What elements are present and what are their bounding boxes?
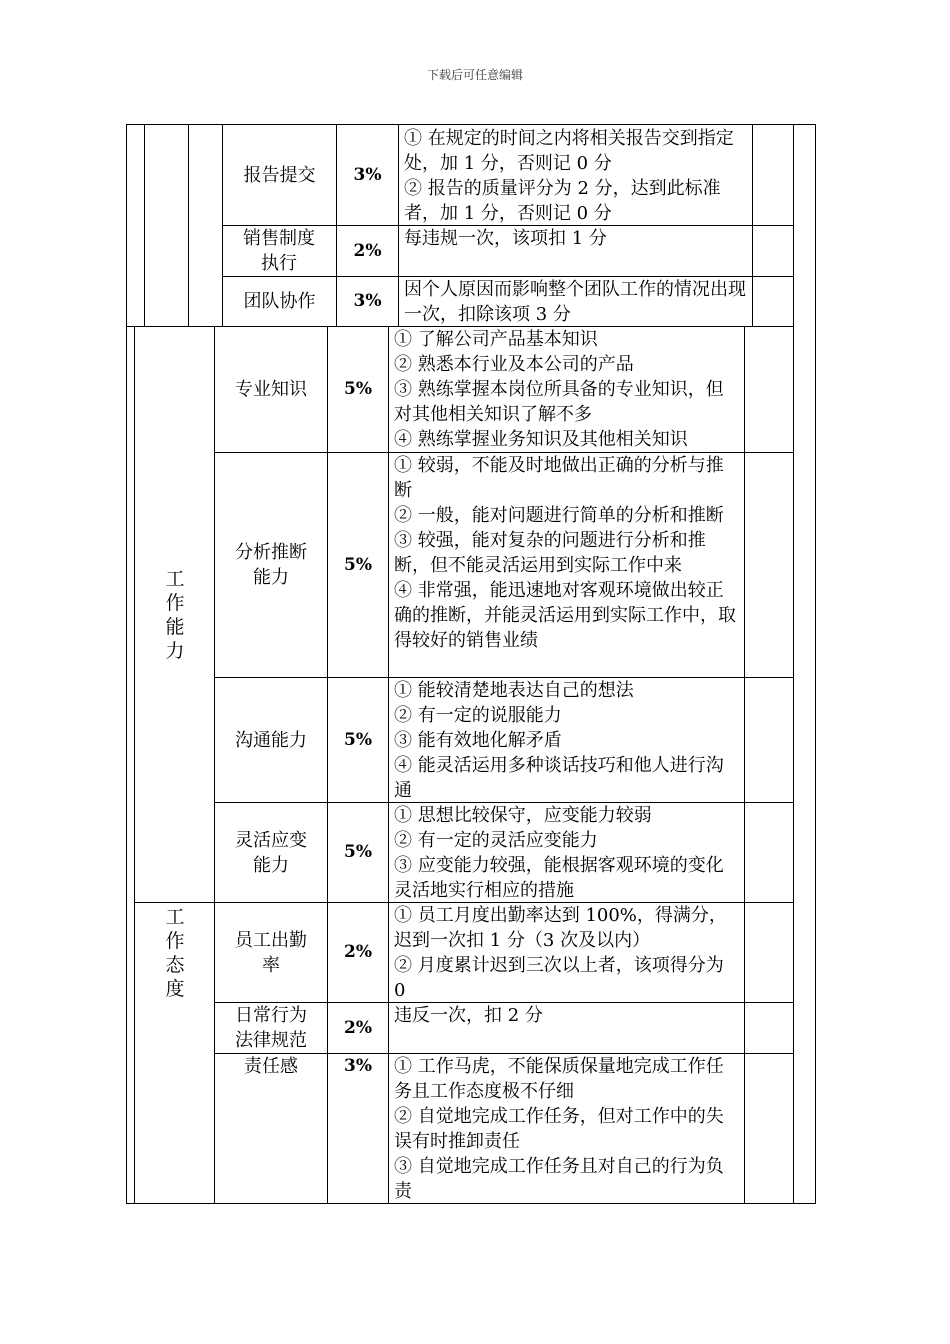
criteria-line: ② 熟悉本行业及本公司的产品 — [394, 354, 634, 375]
criteria-line: ② 报告的质量评分为 2 分，达到此标准者，加 1 分，否则记 0 分 — [404, 178, 721, 224]
criteria-expertise — [392, 327, 742, 452]
criteria-analysis — [392, 453, 742, 653]
criteria-line: ④ 非常强，能迅速地对客观环境做出较正确的推断，并能灵活运用到实际工作中，取得较好的销售业绩 — [394, 580, 736, 651]
criteria-line: ③ 自觉地完成工作任务且对自己的行为负责 — [394, 1156, 724, 1202]
item-teamwork: 团队协作 — [243, 291, 316, 312]
criteria-line: ② 一般，能对问题进行简单的分析和推断 — [394, 505, 724, 526]
weight-analysis: 5% — [344, 554, 372, 575]
criteria-line: ③ 能有效地化解矛盾 — [394, 730, 562, 751]
criteria-line: ① 在规定的时间之内将相关报告交到指定处，加 1 分，否则记 0 分 — [404, 128, 734, 174]
weight-attendance: 2% — [344, 942, 372, 962]
criteria-line: ③ 较强，能对复杂的问题进行分析和推断，但不能灵活运用到实际工作中来 — [394, 530, 706, 576]
weight-expertise: 5% — [344, 379, 372, 399]
item-attendance: 员工出勤率 — [235, 929, 307, 976]
category-work-ability: 工作能力 — [165, 568, 185, 662]
criteria-attendance — [392, 903, 742, 1003]
weight-communication: 5% — [344, 729, 372, 750]
criteria-line: ④ 熟练掌握业务知识及其他相关知识 — [394, 429, 688, 450]
criteria-line: ① 了解公司产品基本知识 — [394, 329, 598, 350]
criteria-line: ② 有一定的说服能力 — [394, 705, 562, 726]
weight-responsibility: 3% — [344, 1056, 372, 1076]
criteria-line: ① 思想比较保守，应变能力较弱 — [394, 805, 652, 826]
criteria-line: ③ 应变能力较强，能根据客观环境的变化灵活地实行相应的措施 — [394, 855, 724, 901]
item-conduct: 日常行为法律规范 — [235, 1005, 307, 1051]
criteria-sales-policy — [402, 226, 750, 251]
weight-adaptability: 5% — [344, 842, 372, 862]
item-report: 报告提交 — [243, 164, 316, 186]
criteria-teamwork — [402, 277, 750, 327]
item-responsibility: 责任感 — [244, 1056, 298, 1077]
criteria-line: ① 较弱，不能及时地做出正确的分析与推断 — [394, 455, 724, 501]
weight-report: 3% — [353, 164, 382, 185]
criteria-line: ① 工作马虎，不能保质保量地完成工作任务且工作态度极不仔细 — [394, 1056, 724, 1102]
criteria-line: ③ 熟练掌握本岗位所具备的专业知识，但对其他相关知识了解不多 — [394, 379, 724, 425]
criteria-line: ① 员工月度出勤率达到 100%，得满分，迟到一次扣 1 分（3 次及以内） — [394, 905, 727, 951]
criteria-communication — [392, 678, 742, 803]
category-work-attitude: 工作态度 — [165, 906, 185, 1000]
item-sales-policy: 销售制度执行 — [243, 228, 315, 274]
weight-conduct: 2% — [344, 1017, 372, 1038]
weight-teamwork: 3% — [353, 291, 382, 311]
criteria-line: ② 有一定的灵活应变能力 — [394, 830, 598, 851]
criteria-line: 因个人原因而影响整个团队工作的情况出现一次，扣除该项 3 分 — [404, 279, 746, 325]
criteria-line: ④ 能灵活运用多种谈话技巧和他人进行沟通 — [394, 755, 724, 801]
item-expertise: 专业知识 — [235, 379, 307, 400]
item-communication: 沟通能力 — [235, 729, 307, 751]
criteria-line: ① 能较清楚地表达自己的想法 — [394, 680, 634, 701]
criteria-report — [402, 126, 750, 226]
criteria-line: 每违规一次，该项扣 1 分 — [404, 228, 607, 249]
criteria-line: ② 自觉地完成工作任务，但对工作中的失误有时推卸责任 — [394, 1106, 724, 1152]
item-analysis: 分析推断能力 — [235, 542, 307, 588]
criteria-line: 违反一次，扣 2 分 — [394, 1005, 543, 1026]
criteria-responsibility — [392, 1054, 742, 1204]
criteria-adaptability — [392, 803, 742, 903]
criteria-line: ② 月度累计迟到三次以上者，该项得分为 0 — [394, 955, 724, 1001]
item-adaptability: 灵活应变能力 — [235, 829, 307, 876]
weight-sales-policy: 2% — [353, 240, 382, 261]
criteria-conduct — [392, 1003, 742, 1028]
page-header: 下载后可任意编辑 — [426, 68, 523, 82]
